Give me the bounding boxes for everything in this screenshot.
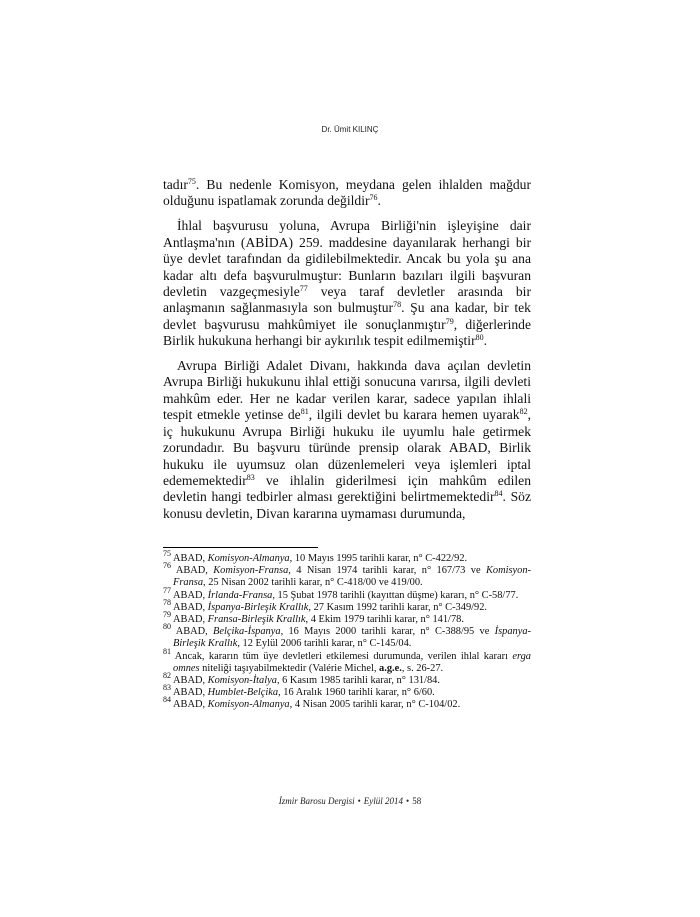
text-run: , 27 Kasım 1992 tarihli karar, n° C-349/92. [308,601,488,613]
text-run: , ilgili devlet bu karara hemen uyarak [308,407,520,423]
text-run: ABAD, [171,614,208,626]
footnote [163,585,531,602]
text-run: . Şu ana kadar, bir tek devlet başvurusu mahkûmiyet ile sonuçlanmıştır [163,300,531,332]
text-run: . Söz konusu devletin, Divan kararına uymaması durumunda, [163,489,532,521]
text-run: ABAD, [171,675,208,687]
footnote-ref: 81 [163,646,171,656]
text-run: Komisyon-Fransa [173,565,531,589]
text-run: Avrupa Birliği Adalet Divanı, hakkında dava açılan devletin Avrupa Birliği hukukunu ihlal ettiği sonucuna varırsa, ilgili devleti mahkûm eder. Her ne kadar verilen karar, sadece yapılan ihlali tespit etmekle yetinse de [163,358,531,423]
page-number: 58 [412,796,422,806]
text-run: Fransa-Birleşik Krallık [207,614,306,626]
text-run: , s. 26-27. [401,662,444,674]
running-header [0,125,700,134]
text-run: İspanya-Birleşik Krallık [173,626,531,650]
paragraph [163,218,531,349]
text-run: Belçika-İspanya [213,626,281,638]
text-run: tadır [163,177,188,192]
text-run: erga omnes [173,650,531,674]
page-footer [0,796,700,806]
text-run: Komisyon-Almanya [207,699,290,711]
text-run: Komisyon-Almanya [207,553,290,564]
text-run: , 16 Aralık 1960 tarihli karar, n° 6/60. [278,687,435,699]
text-run: veya taraf devletler arasında bir anlaşmanın sağlanmasıyla son bulmuştur [163,283,531,316]
text-run: Komisyon-Fransa [213,565,289,577]
footer-separator: • [357,796,361,806]
footnote-ref: 78 [393,300,402,310]
text-run: ve ihlalin giderilmesi için mahkûm edilen devletin hangi tedbirler alması gerektiğini belirtmemektedir [163,472,531,505]
text-run: ABAD, [171,589,208,601]
footnote-ref: 79 [163,610,171,620]
text-run: Komisyon-İtalya [207,675,277,687]
footnote-separator [163,547,318,548]
footnote-ref: 75 [163,549,171,558]
footnote-ref: 76 [163,561,171,571]
text-run: Ancak, kararın tüm üye devletleri etkilemesi durumunda, verilen ihlal kararı [171,650,513,662]
footnote-ref: 75 [187,177,196,186]
text-run: Humblet-Belçika [207,687,279,699]
footnote-ref: 81 [300,407,309,417]
footnote [163,610,531,626]
footnote [163,597,531,614]
text-run: , diğerlerinde Birlik hukukuna herhangi bir aykırılık tespit edilmemiştir [163,316,531,349]
text-run: ABAD, [171,699,208,711]
text-run: İhlal başvurusu yoluna, Avrupa Birliği'nin işleyişine dair Antlaşma'nın (ABİDA) 259. maddesine dayanılarak herhangi bir üye devlet tarafından da gidilebilmektedir. Ancak bu yola şu ana kadar altı defa başvurulmuştur: Bunların bazıları ilgili başvuran devletin vazgeçmesiyle [163,218,531,299]
footnote-ref: 84 [163,695,171,705]
text-run: ABAD, [171,601,208,613]
footnote [163,671,531,687]
footer-separator: • [406,796,410,806]
footnote [163,561,531,589]
footnote [163,549,531,565]
issue-date: Eylül 2014 [363,796,404,806]
footnote-ref: 82 [163,671,171,681]
text-run: , 15 Şubat 1978 tarihli (kayıttan düşme) kararı, n° C-58/77. [272,589,519,601]
footnote-ref: 79 [445,316,454,326]
body-text [163,177,531,531]
text-run: . [483,333,488,349]
text-run: ABAD, [171,626,214,638]
footnote-ref: 77 [163,585,171,595]
footnote-ref: 76 [369,193,378,203]
text-run: İspanya-Birleşik Krallık [207,601,309,613]
text-run: , 25 Nisan 2002 tarihli karar, n° C-418/00 ve 419/00. [203,577,423,589]
text-run: İrlanda-Fransa [207,589,273,601]
text-run: , 4 Nisan 1974 tarihli karar, n° 167/73 ve [288,565,486,577]
text-run: , 16 Mayıs 2000 tarihli karar, n° C-388/95 ve [280,626,495,638]
paragraph [163,177,531,210]
footnote-ref: 83 [163,683,171,693]
text-run: , 4 Ekim 1979 tarihli karar, n° 141/78. [305,614,464,626]
footnote [163,695,531,711]
footnote-ref: 83 [246,472,255,482]
text-run: , 4 Nisan 2005 tarihli karar, n° C-104/02. [289,699,461,711]
paragraph [163,358,531,522]
footnote-ref: 80 [163,622,171,632]
footnote [163,683,531,699]
text-run: , iç hukukunu Avrupa Birliği hukuku ile uyumlu hale getirmek zorundadır. Bu başvuru türünde prensip olarak ABAD, Birlik hukuku ile uyumsuz olan düzenlemeleri veya işlemleri iptal edememektedir [163,407,531,488]
text-run: ABAD, [171,565,214,577]
footnote-ref: 77 [299,283,308,293]
text-run: , 6 Kasım 1985 tarihli karar, n° 131/84. [276,675,440,687]
footnote-ref: 80 [475,333,484,343]
footnote [163,622,531,650]
footnote [163,646,531,675]
footnote-ref: 82 [519,407,528,417]
journal-name: İzmir Barosu Dergisi [278,796,355,806]
footnote-ref: 78 [163,597,171,607]
text-run: niteliği taşıyabilmektedir (Valérie Michel, [199,662,380,674]
text-run: , 12 Eylül 2006 tarihli karar, n° C-145/04. [237,638,412,650]
text-run: . Bu nedenle Komisyon, meydana gelen ihlalden mağdur olduğunu ispatlamak zorunda değildir [163,177,531,209]
text-run: ABAD, [171,553,208,564]
author-name: Dr. Ümit KILINÇ [321,125,379,134]
text-run: ABAD, [171,687,208,699]
text-run: , 10 Mayıs 1995 tarihli karar, n° C-422/92. [289,553,468,564]
text-run: a.g.e. [379,662,402,674]
text-run: . [377,193,381,209]
footnotes [163,549,531,712]
footnote-ref: 84 [494,489,503,499]
